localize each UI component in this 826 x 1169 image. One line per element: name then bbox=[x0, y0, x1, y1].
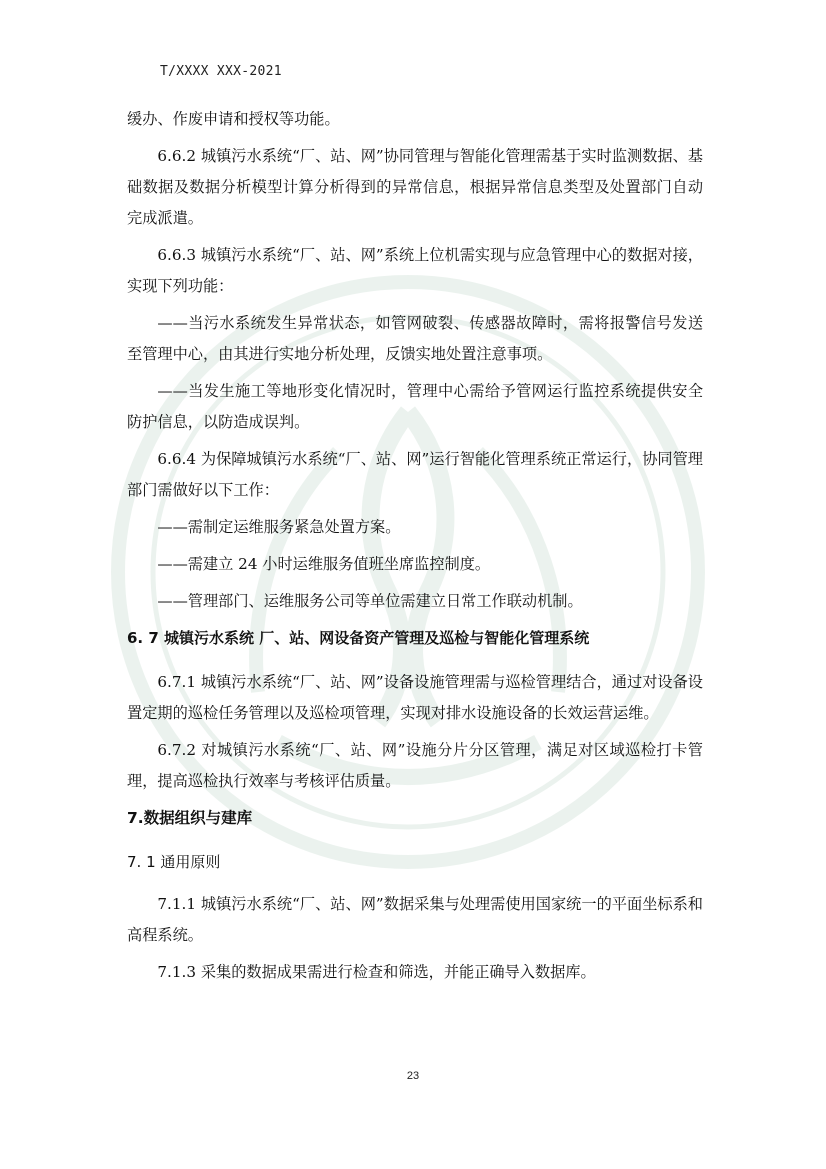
dash-item: ——当发生施工等地形变化情况时，管理中心需给予管网运行监控系统提供安全防护信息，以防造成误判。 bbox=[127, 382, 703, 431]
page-number: 23 bbox=[406, 1070, 420, 1082]
clause-6-6-2: 6.6.2 城镇污水系统“厂、站、网”协同管理与智能化管理需基于实时监测数据、基础数据及数据分析模型计算分析得到的异常信息，根据异常信息类型及处置部门自动完成派遣。 bbox=[127, 147, 703, 227]
section-heading-6-7: 6. 7 城镇污水系统 厂、站、网设备资产管理及巡检与智能化管理系统 bbox=[127, 629, 590, 647]
dash-item: ——需制定运维服务紧急处置方案。 bbox=[157, 518, 401, 536]
clause-7-1-1: 7.1.1 城镇污水系统“厂、站、网”数据采集与处理需使用国家统一的平面坐标系和高程系统。 bbox=[127, 895, 703, 944]
section-heading-7-1: 7. 1 通用原则 bbox=[127, 853, 221, 871]
paragraph: 缓办、作废申请和授权等功能。 bbox=[127, 110, 340, 128]
clause-6-7-2: 6.7.2 对城镇污水系统“厂、站、网”设施分片分区管理，满足对区域巡检打卡管理，提高巡检执行效率与考核评估质量。 bbox=[127, 741, 703, 790]
clause-6-6-4: 6.6.4 为保障城镇污水系统“厂、站、网”运行智能化管理系统正常运行，协同管理部门需做好以下工作： bbox=[127, 450, 703, 499]
dash-item: ——管理部门、运维服务公司等单位需建立日常工作联动机制。 bbox=[157, 592, 583, 610]
clause-6-6-3: 6.6.3 城镇污水系统“厂、站、网”系统上位机需实现与应急管理中心的数据对接，实现下列功能： bbox=[127, 246, 703, 295]
chapter-heading-7: 7.数据组织与建库 bbox=[127, 809, 253, 827]
document-body bbox=[127, 104, 703, 994]
clause-7-1-3: 7.1.3 采集的数据成果需进行检查和筛选，并能正确导入数据库。 bbox=[157, 963, 596, 981]
dash-item: ——当污水系统发生异常状态，如管网破裂、传感器故障时，需将报警信号发送至管理中心，由其进行实地分析处理，反馈实地处置注意事项。 bbox=[127, 314, 703, 363]
clause-6-7-1: 6.7.1 城镇污水系统“厂、站、网”设备设施管理需与巡检管理结合，通过对设备设置定期的巡检任务管理以及巡检项管理，实现对排水设施设备的长效运营运维。 bbox=[127, 673, 703, 722]
document-code-header: T/XXXX XXX-2021 bbox=[160, 64, 282, 79]
dash-item: ——需建立 24 小时运维服务值班坐席监控制度。 bbox=[157, 555, 491, 573]
